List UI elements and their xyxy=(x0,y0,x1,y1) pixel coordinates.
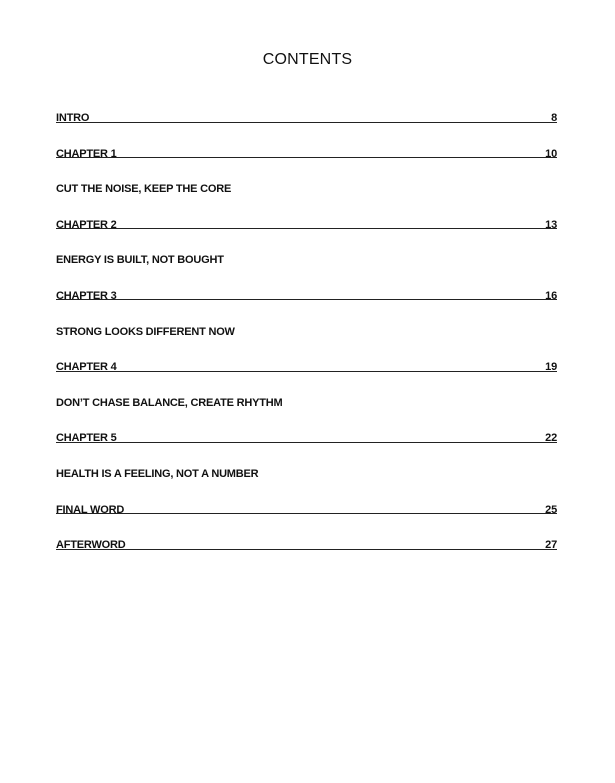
toc-entry-label: FINAL WORD xyxy=(56,503,125,516)
toc-entry-chapter-4[interactable] xyxy=(56,359,557,395)
toc-subtitle-label: STRONG LOOKS DIFFERENT NOW xyxy=(56,325,235,338)
toc-subtitle-chapter-5 xyxy=(56,466,557,502)
toc-subtitle-label: ENERGY IS BUILT, NOT BOUGHT xyxy=(56,254,224,267)
toc-entry-page-number: 10 xyxy=(545,147,557,160)
toc-entry-label: AFTERWORD xyxy=(56,539,126,552)
leader-line xyxy=(56,122,557,123)
toc-subtitle-label: DON’T CHASE BALANCE, CREATE RHYTHM xyxy=(56,396,283,409)
toc-entry-chapter-2[interactable] xyxy=(56,217,557,253)
toc-entry-label: CHAPTER 4 xyxy=(56,361,117,374)
leader-line xyxy=(56,513,557,514)
toc-entry-label: CHAPTER 1 xyxy=(56,147,117,160)
toc-entry-page-number: 16 xyxy=(545,289,557,302)
toc-entry-chapter-1[interactable] xyxy=(56,146,557,182)
toc-entry-label: INTRO xyxy=(56,112,90,124)
toc-entry-final-word[interactable] xyxy=(56,502,557,538)
toc-entry-label: CHAPTER 2 xyxy=(56,218,117,231)
toc-entry-page-number: 19 xyxy=(545,361,557,374)
toc-entry-chapter-5[interactable] xyxy=(56,430,557,466)
leader-line xyxy=(56,371,557,372)
toc-entry-afterword[interactable] xyxy=(56,537,557,573)
toc-subtitle-label: HEALTH IS A FEELING, NOT A NUMBER xyxy=(56,467,259,480)
page-title: CONTENTS xyxy=(262,51,353,68)
leader-line xyxy=(56,549,557,550)
toc-entry-page-number: 22 xyxy=(545,432,557,445)
toc-entry-page-number: 25 xyxy=(545,503,557,516)
table-of-contents xyxy=(56,110,557,573)
leader-line xyxy=(56,299,557,300)
toc-subtitle-chapter-1 xyxy=(56,181,557,217)
toc-entry-page-number: 27 xyxy=(545,539,557,552)
leader-line xyxy=(56,157,557,158)
toc-subtitle-chapter-3 xyxy=(56,324,557,360)
leader-line xyxy=(56,228,557,229)
toc-entry-chapter-3[interactable] xyxy=(56,288,557,324)
toc-entry-label: CHAPTER 3 xyxy=(56,289,117,302)
toc-subtitle-chapter-4 xyxy=(56,395,557,431)
toc-subtitle-chapter-2 xyxy=(56,252,557,288)
toc-entry-intro[interactable] xyxy=(56,110,557,146)
toc-entry-page-number: 8 xyxy=(551,112,557,124)
toc-subtitle-label: CUT THE NOISE, KEEP THE CORE xyxy=(56,183,232,196)
toc-entry-page-number: 13 xyxy=(545,218,557,231)
toc-entry-label: CHAPTER 5 xyxy=(56,432,117,445)
leader-line xyxy=(56,442,557,443)
